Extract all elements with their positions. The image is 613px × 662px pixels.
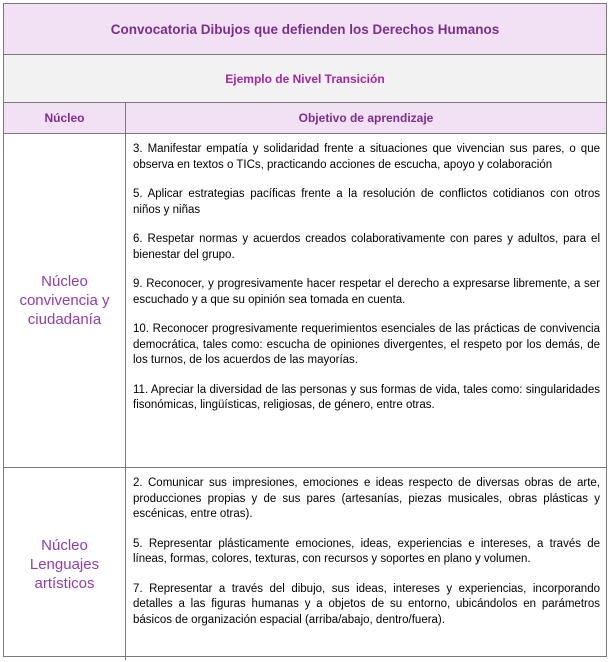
header-row — [4, 103, 606, 134]
header-objetivo: Objetivo de aprendizaje — [298, 111, 434, 125]
nucleo-cell: Núcleo Lenguajes artísticos — [4, 468, 126, 660]
nucleo-cell: Núcleo convivencia y ciudadanía — [4, 134, 126, 467]
objetivo-item: 3. Manifestar empatía y solidaridad frente a situaciones que vivencian sus pares, o que observa en textos o TICs, practicando acciones de escucha, apoyo y colaboración — [133, 143, 600, 171]
objetivo-item: 2. Comunicar sus impresiones, emociones e ideas respecto de diversas obras de arte, producciones propias y de sus pares (artesanías, piezas musicales, obras plásticas y escénicas, entre otras). — [133, 477, 600, 520]
table-row — [4, 134, 606, 468]
objetivo-item: 5. Representar plásticamente emociones, ideas, experiencias e intereses, a través de líneas, formas, colores, texturas, con recursos y soportes en plano y volumen. — [133, 537, 600, 565]
objetivo-item: 11. Apreciar la diversidad de las personas y sus formas de vida, tales como: singularidades fisonómicas, lingüísticas, religiosas, de género, entre otras. — [133, 383, 600, 411]
document-table — [3, 3, 607, 657]
objetivo-item: 6. Respetar normas y acuerdos creados colaborativamente con pares y adultos, para el bienestar del grupo. — [133, 233, 600, 261]
objetivo-item: 10. Reconocer progresivamente requerimientos esenciales de las prácticas de convivencia democrática, tales como: escucha de opiniones divergentes, el respeto por los demás, de los turnos, de los acuerdos de las mayorías. — [133, 323, 600, 366]
objetivo-item: 5. Aplicar estrategias pacíficas frente a la resolución de conflictos cotidianos con otros niños y niñas — [133, 188, 600, 216]
header-nucleo: Núcleo — [4, 103, 126, 133]
subtitle: Ejemplo de Nivel Transición — [225, 71, 385, 86]
subtitle-row — [4, 55, 606, 103]
objetivo-item: 9. Reconocer, y progresivamente hacer respetar el derecho a expresarse libremente, a ser escuchado y a que su opinión sea tomada en cuenta. — [133, 278, 600, 306]
objetivos-cell — [126, 134, 606, 467]
table-row — [4, 468, 606, 660]
objetivos-cell — [126, 468, 606, 660]
objetivo-item: 7. Representar a través del dibujo, sus ideas, intereses y experiencias, incorporando detalles a las figuras humanas y a objetos de su entorno, ubicándolos en parámetros básicos de organización espacial (arriba/abajo, dentro/fuera). — [133, 582, 600, 626]
page-title: Convocatoria Dibujos que defienden los Derechos Humanos — [110, 21, 500, 37]
title-row — [4, 4, 606, 55]
